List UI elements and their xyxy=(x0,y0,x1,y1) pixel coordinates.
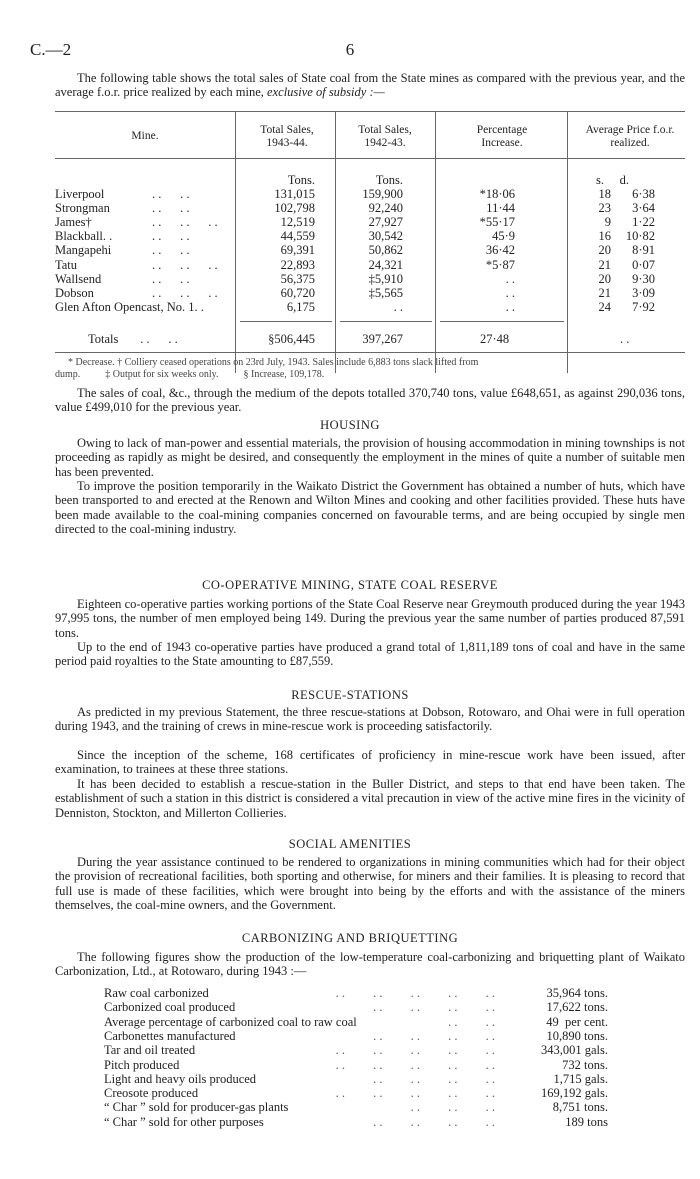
footnote-line-2: dump. ‡ Output for six weeks only. § Increase, 109,178. xyxy=(55,369,325,380)
production-item-value: 169,192 gals. xyxy=(540,1086,608,1101)
col-header-increase: Percentage Increase. xyxy=(476,124,528,149)
sales-1943-value: 6,175 xyxy=(286,299,315,314)
price-pence-value: 3·64 xyxy=(632,201,655,216)
production-item-value: 10,890 tons. xyxy=(546,1028,608,1043)
section-title-carbonizing: CARBONIZING AND BRIQUETTING xyxy=(241,931,459,945)
table-bottom-rule xyxy=(55,352,685,353)
intro-paragraph xyxy=(55,71,685,100)
price-shillings-value: 16 xyxy=(598,229,611,244)
price-pence-value: 6·38 xyxy=(632,187,655,201)
percentage-increase-value: 45·9 xyxy=(492,229,515,244)
percentage-increase-value: *5·87 xyxy=(485,257,515,272)
sales-1943-value: 12,519 xyxy=(280,215,315,230)
production-item-value: 35,964 tons. xyxy=(546,986,608,1000)
sales-1942-value: 27,927 xyxy=(368,215,403,230)
totals-price: . . xyxy=(620,332,630,346)
document-code: C.—2 xyxy=(30,40,72,59)
intro-emphasis: exclusive of subsidy :— xyxy=(267,85,385,100)
price-shillings-value: 20 xyxy=(598,271,611,286)
price-pence-value: 0·07 xyxy=(632,257,655,272)
section-title-amenities: SOCIAL AMENITIES xyxy=(288,837,412,851)
percentage-increase-value: *55·17 xyxy=(479,215,515,230)
sales-1942-value: . . xyxy=(393,299,403,314)
rescue-paragraph-3: It has been decided to establish a rescue-station in the Buller District, and steps to that end have been taken. The establishment of such a station in this district is considered a vital precaution in view of the active mine fires in the vicinity of Denniston, Stockton, and Millerton Collieries. xyxy=(55,777,685,820)
mine-name: Strongman xyxy=(55,201,110,216)
totals-increase: 27·48 xyxy=(480,332,510,346)
production-item-value: 732 tons. xyxy=(562,1057,608,1072)
unit-price: s. d. xyxy=(596,173,629,187)
sales-1942-value: 92,240 xyxy=(368,201,403,216)
production-item-leader-dots: . . . . xyxy=(448,1014,495,1029)
production-item-label: Carbonettes manufactured xyxy=(104,1028,236,1043)
production-item-leader-dots: . . . . . . xyxy=(410,1100,495,1115)
production-item-label: “ Char ” sold for other purposes xyxy=(104,1114,264,1129)
mine-leader-dots: . . . . xyxy=(152,271,190,286)
mine-leader-dots: . . . . xyxy=(152,243,190,258)
sales-1943-value: 22,893 xyxy=(280,257,315,272)
mine-leader-dots: . . . . xyxy=(152,187,190,201)
col-header-sales-1943: Total Sales, 1943-44. xyxy=(260,124,314,149)
sales-1942-value: 50,862 xyxy=(368,243,403,258)
sales-1943-value: 44,559 xyxy=(280,229,315,244)
production-item-value: 189 tons xyxy=(565,1114,608,1129)
production-item-leader-dots: . . . . . . . . . . xyxy=(335,986,495,1000)
mine-leader-dots: . . . . . . xyxy=(152,257,218,272)
production-item-leader-dots: . . . . . . . . . . xyxy=(335,1043,495,1058)
price-pence-value: 3·09 xyxy=(632,285,655,300)
production-item-leader-dots: . . . . . . . . xyxy=(373,1114,495,1129)
housing-paragraph-2: To improve the position temporarily in the Waikato District the Government has obtained a number of huts, which have been transported to and erected at the Renown and Wilton Mines and cooking and other facilities provided. These huts have been made available to the coal-mining companies concerned on favourable terms, and are being occupied by single men directed to the coal-mining industry. xyxy=(55,479,685,537)
mine-leader-dots: . . . . xyxy=(152,201,190,216)
production-item-label: Creosote produced xyxy=(104,1086,199,1101)
mine-leader-dots: . . . . . . xyxy=(152,215,218,230)
sales-1943-value: 131,015 xyxy=(274,187,315,201)
totals-sales-1942: 397,267 xyxy=(362,332,403,346)
mine-name: Dobson xyxy=(55,285,94,300)
production-item-value: 8,751 tons. xyxy=(552,1100,608,1115)
price-shillings-value: 18 xyxy=(598,187,611,201)
sales-1942-value: 30,542 xyxy=(368,229,403,244)
col-header-sales-1942: Total Sales, 1942-43. xyxy=(358,124,412,149)
production-item-label: Pitch produced xyxy=(104,1057,180,1072)
price-shillings-value: 21 xyxy=(598,257,611,272)
production-item-label: Average percentage of carbonized coal to raw coal xyxy=(104,1014,357,1029)
price-shillings-value: 23 xyxy=(598,201,611,216)
cooperative-paragraph-2: Up to the end of 1943 co-operative parties have produced a grand total of 1,811,189 tons of coal and have in the same period paid royalties to the State amounting to £87,559. xyxy=(55,640,685,669)
subtotal-rule xyxy=(340,321,432,322)
unit-sales-1943: Tons. xyxy=(287,173,315,187)
sales-1942-value: 159,900 xyxy=(362,187,403,201)
production-item-leader-dots: . . . . . . . . . . xyxy=(335,1057,495,1072)
mine-name: James† xyxy=(55,215,92,230)
production-item-label: “ Char ” sold for producer-gas plants xyxy=(104,1100,289,1115)
production-item-value: 17,622 tons. xyxy=(546,1000,608,1015)
section-title-housing: HOUSING xyxy=(320,418,380,432)
sales-1943-value: 102,798 xyxy=(274,201,315,216)
mine-leader-dots: . . . . . . xyxy=(152,285,218,300)
sales-1943-value: 56,375 xyxy=(280,271,315,286)
mine-name: Tatu xyxy=(55,257,78,272)
percentage-increase-value: . . xyxy=(505,299,515,314)
price-pence-value: 1·22 xyxy=(632,215,655,230)
price-shillings-value: 20 xyxy=(598,243,611,258)
table-top-rule xyxy=(55,111,685,112)
sales-1942-value: 24,321 xyxy=(368,257,403,272)
totals-sales-1943: §506,445 xyxy=(268,332,315,346)
price-pence-value: 8·91 xyxy=(632,243,655,258)
subtotal-rule xyxy=(440,321,564,322)
carbonizing-intro: The following figures show the production of the low-temperature coal-carbonizing and briquetting plant of Waikato Carbonization, Ltd., at Rotowaro, during 1943 :— xyxy=(55,950,685,979)
production-item-leader-dots: . . . . . . . . xyxy=(373,1000,495,1015)
price-shillings-value: 21 xyxy=(598,285,611,300)
price-shillings-value: 9 xyxy=(604,215,611,230)
production-item-leader-dots: . . . . . . . . . . xyxy=(335,1086,495,1101)
price-pence-value: 7·92 xyxy=(632,299,655,314)
price-pence-value: 9·30 xyxy=(632,271,655,286)
production-item-value: 343,001 gals. xyxy=(540,1043,608,1058)
sales-1943-value: 69,391 xyxy=(280,243,315,258)
price-shillings-value: 24 xyxy=(598,299,611,314)
production-item-value: 1,715 gals. xyxy=(553,1071,608,1086)
rescue-paragraph-2: Since the inception of the scheme, 168 certificates of proficiency in mine-rescue work have been issued, after examination, to trainees at these three stations. xyxy=(55,748,685,777)
price-pence-value: 10·82 xyxy=(625,229,655,244)
totals-leader: . . . . xyxy=(140,332,178,346)
section-title-cooperative: CO-OPERATIVE MINING, STATE COAL RESERVE xyxy=(202,578,498,592)
col-header-mine: Mine. xyxy=(131,130,159,142)
rescue-paragraph-1: As predicted in my previous Statement, the three rescue-stations at Dobson, Rotowaro, and Ohai were in full operation during 1943, and the training of crews in mine-rescue work is proceeding satisfactorily. xyxy=(55,705,685,734)
cooperative-paragraph-1: Eighteen co-operative parties working portions of the State Coal Reserve near Greymouth produced during the year 1943 97,995 tons, the number of men employed being 149. During the previous year the same number of parties produced 87,591 tons. xyxy=(55,597,685,640)
percentage-increase-value: 36·42 xyxy=(485,243,515,258)
section-title-rescue: RESCUE-STATIONS xyxy=(291,688,409,702)
mine-name: Liverpool xyxy=(55,187,105,201)
sales-1942-value: ‡5,565 xyxy=(368,285,403,300)
production-item-value: 49 per cent. xyxy=(546,1014,608,1029)
percentage-increase-value: 11·44 xyxy=(486,201,515,216)
production-item-label: Carbonized coal produced xyxy=(104,1000,236,1015)
mine-name: Mangapehi xyxy=(55,243,112,258)
footnote-line-1: * Decrease. † Colliery ceased operations on 23rd July, 1943. Sales include 6,883 tons slack lifted from xyxy=(68,357,479,368)
page-number: 6 xyxy=(345,40,355,59)
percentage-increase-value: . . xyxy=(505,285,515,300)
housing-paragraph-1: Owing to lack of man-power and essential materials, the provision of housing accommodation in mining townships is not proceeding as rapidly as might be desired, and consequently the employment in the mines of quite a number of suitable men has been prevented. xyxy=(55,436,685,479)
totals-label xyxy=(88,333,178,347)
mine-name: Wallsend xyxy=(55,271,102,286)
sales-1942-value: ‡5,910 xyxy=(368,271,403,286)
percentage-increase-value: . . xyxy=(505,271,515,286)
amenities-paragraph: During the year assistance continued to be rendered to organizations in mining communities which had for their object the provision of recreational facilities, both sporting and otherwise, for miners and their families. It is pleasing to record that full use is made of these facilities, which were brought into being by the efforts and with the assistance of the miners themselves, the coal-mine owners, and the Government. xyxy=(55,855,685,913)
col-header-price: Average Price f.o.r. realized. xyxy=(585,124,675,149)
mine-name: Blackball. . xyxy=(55,229,113,244)
production-item-label: Raw coal carbonized xyxy=(104,986,209,1000)
production-item-label: Light and heavy oils produced xyxy=(104,1071,257,1086)
subtotal-rule xyxy=(240,321,332,322)
production-item-label: Tar and oil treated xyxy=(104,1043,196,1058)
table-header-rule xyxy=(55,158,685,159)
mine-leader-dots: . . . . xyxy=(152,229,190,244)
mine-name: Glen Afton Opencast, No. 1. . xyxy=(55,299,204,314)
production-item-leader-dots: . . . . . . . . xyxy=(373,1071,495,1086)
percentage-increase-value: *18·06 xyxy=(479,187,515,201)
production-item-leader-dots: . . . . . . . . xyxy=(373,1028,495,1043)
intro-text: The following table shows the total sales of State coal from the State mines as compared with the previous year, and the average f.o.r. price realized by each mine, xyxy=(55,71,685,100)
depots-paragraph: The sales of coal, &c., through the medium of the depots totalled 370,740 tons, value £648,651, as against 290,036 tons, value £499,010 for the previous year. xyxy=(55,386,685,415)
totals-label-text: Totals xyxy=(88,332,119,346)
sales-1943-value: 60,720 xyxy=(280,285,315,300)
unit-sales-1942: Tons. xyxy=(375,173,403,187)
